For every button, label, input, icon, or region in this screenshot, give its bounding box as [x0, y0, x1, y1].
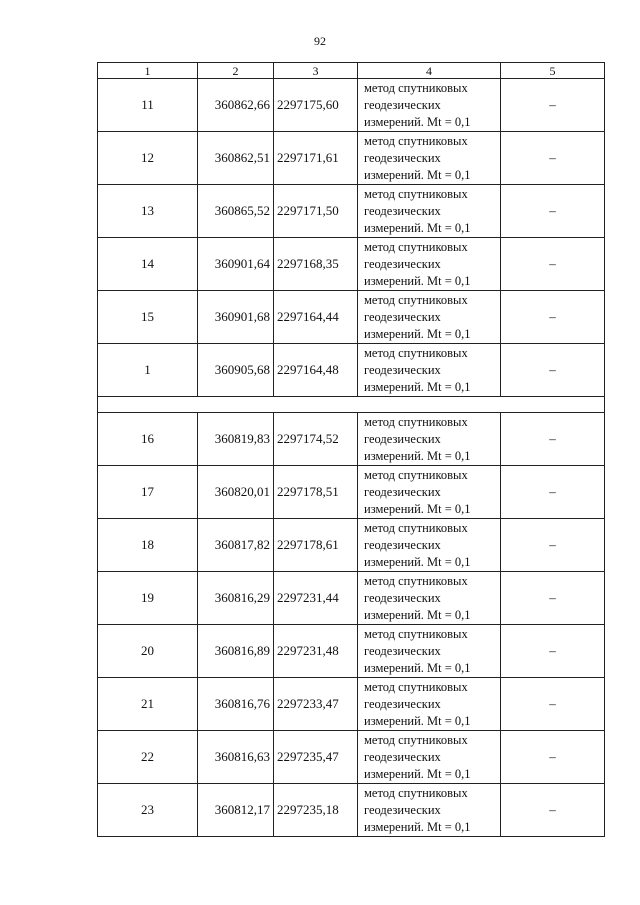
point-number: 18	[98, 519, 198, 572]
method-line: измерений. Mt = 0,1	[364, 607, 471, 622]
coordinate-x: 360812,17	[198, 784, 274, 837]
method-description	[358, 519, 501, 572]
point-number: 1	[98, 344, 198, 397]
point-number: 11	[98, 79, 198, 132]
coordinate-x: 360862,51	[198, 132, 274, 185]
point-number: 22	[98, 731, 198, 784]
table-row	[98, 466, 605, 519]
coordinate-y: 2297171,50	[274, 185, 358, 238]
method-line: геодезических	[364, 362, 441, 377]
method-line: измерений. Mt = 0,1	[364, 114, 471, 129]
coordinate-x: 360816,76	[198, 678, 274, 731]
coordinate-y: 2297178,61	[274, 519, 358, 572]
method-line: измерений. Mt = 0,1	[364, 167, 471, 182]
method-line: метод спутниковых	[364, 239, 468, 254]
method-description	[358, 466, 501, 519]
table-row	[98, 625, 605, 678]
coordinate-x: 360862,66	[198, 79, 274, 132]
header-cell: 4	[358, 63, 501, 79]
note-dash: –	[501, 731, 605, 784]
method-line: геодезических	[364, 643, 441, 658]
coordinate-x: 360905,68	[198, 344, 274, 397]
note-dash: –	[501, 344, 605, 397]
method-line: геодезических	[364, 97, 441, 112]
coordinate-x: 360816,89	[198, 625, 274, 678]
note-dash: –	[501, 625, 605, 678]
method-description	[358, 291, 501, 344]
point-number: 12	[98, 132, 198, 185]
coordinate-y: 2297235,47	[274, 731, 358, 784]
method-line: геодезических	[364, 203, 441, 218]
method-line: метод спутниковых	[364, 785, 468, 800]
coordinate-x: 360901,64	[198, 238, 274, 291]
coordinate-x: 360817,82	[198, 519, 274, 572]
coordinate-x: 360819,83	[198, 413, 274, 466]
method-line: метод спутниковых	[364, 573, 468, 588]
method-line: метод спутниковых	[364, 133, 468, 148]
coordinate-y: 2297171,61	[274, 132, 358, 185]
table-row	[98, 291, 605, 344]
note-dash: –	[501, 413, 605, 466]
method-line: метод спутниковых	[364, 345, 468, 360]
method-line: метод спутниковых	[364, 732, 468, 747]
method-description	[358, 238, 501, 291]
method-line: геодезических	[364, 590, 441, 605]
method-line: геодезических	[364, 802, 441, 817]
method-line: метод спутниковых	[364, 80, 468, 95]
table-row	[98, 731, 605, 784]
method-line: измерений. Mt = 0,1	[364, 819, 471, 834]
coordinate-x: 360820,01	[198, 466, 274, 519]
header-cell: 3	[274, 63, 358, 79]
method-line: метод спутниковых	[364, 414, 468, 429]
coordinate-x: 360901,68	[198, 291, 274, 344]
method-line: измерений. Mt = 0,1	[364, 448, 471, 463]
point-number: 21	[98, 678, 198, 731]
note-dash: –	[501, 79, 605, 132]
method-line: измерений. Mt = 0,1	[364, 766, 471, 781]
method-description	[358, 132, 501, 185]
point-number: 17	[98, 466, 198, 519]
table-row	[98, 784, 605, 837]
note-dash: –	[501, 784, 605, 837]
coordinate-y: 2297174,52	[274, 413, 358, 466]
header-cell: 5	[501, 63, 605, 79]
method-line: метод спутниковых	[364, 292, 468, 307]
group-separator-row	[98, 397, 605, 413]
coordinate-y: 2297168,35	[274, 238, 358, 291]
page-number: 92	[314, 34, 326, 48]
table-row	[98, 185, 605, 238]
coordinate-y: 2297164,44	[274, 291, 358, 344]
note-dash: –	[501, 466, 605, 519]
method-line: метод спутниковых	[364, 520, 468, 535]
method-line: геодезических	[364, 749, 441, 764]
method-line: геодезических	[364, 150, 441, 165]
table-row	[98, 238, 605, 291]
method-description	[358, 344, 501, 397]
method-line: метод спутниковых	[364, 626, 468, 641]
method-description	[358, 413, 501, 466]
separator-cell	[98, 397, 605, 413]
method-line: измерений. Mt = 0,1	[364, 554, 471, 569]
method-line: измерений. Mt = 0,1	[364, 379, 471, 394]
method-line: геодезических	[364, 537, 441, 552]
header-cell: 1	[98, 63, 198, 79]
note-dash: –	[501, 185, 605, 238]
method-line: измерений. Mt = 0,1	[364, 713, 471, 728]
table-row	[98, 79, 605, 132]
coordinate-x: 360816,29	[198, 572, 274, 625]
coordinates-table	[97, 62, 605, 837]
method-description	[358, 678, 501, 731]
table-body	[98, 63, 605, 837]
method-line: измерений. Mt = 0,1	[364, 326, 471, 341]
method-line: геодезических	[364, 484, 441, 499]
note-dash: –	[501, 572, 605, 625]
coordinate-x: 360865,52	[198, 185, 274, 238]
table-row	[98, 132, 605, 185]
table-row	[98, 572, 605, 625]
method-line: метод спутниковых	[364, 186, 468, 201]
note-dash: –	[501, 238, 605, 291]
coordinate-y: 2297164,48	[274, 344, 358, 397]
method-line: метод спутниковых	[364, 679, 468, 694]
method-line: измерений. Mt = 0,1	[364, 660, 471, 675]
method-line: геодезических	[364, 696, 441, 711]
coordinate-y: 2297233,47	[274, 678, 358, 731]
point-number: 20	[98, 625, 198, 678]
method-line: геодезических	[364, 309, 441, 324]
method-description	[358, 625, 501, 678]
method-line: метод спутниковых	[364, 467, 468, 482]
method-line: геодезических	[364, 431, 441, 446]
coordinate-x: 360816,63	[198, 731, 274, 784]
method-description	[358, 572, 501, 625]
table-row	[98, 519, 605, 572]
method-line: измерений. Mt = 0,1	[364, 501, 471, 516]
coordinate-y: 2297235,18	[274, 784, 358, 837]
note-dash: –	[501, 519, 605, 572]
note-dash: –	[501, 132, 605, 185]
note-dash: –	[501, 678, 605, 731]
coordinate-y: 2297231,44	[274, 572, 358, 625]
table-row	[98, 678, 605, 731]
point-number: 23	[98, 784, 198, 837]
method-line: измерений. Mt = 0,1	[364, 273, 471, 288]
header-cell: 2	[198, 63, 274, 79]
point-number: 16	[98, 413, 198, 466]
point-number: 15	[98, 291, 198, 344]
point-number: 19	[98, 572, 198, 625]
method-line: измерений. Mt = 0,1	[364, 220, 471, 235]
method-description	[358, 79, 501, 132]
point-number: 13	[98, 185, 198, 238]
method-line: геодезических	[364, 256, 441, 271]
method-description	[358, 185, 501, 238]
table-row	[98, 344, 605, 397]
coordinate-y: 2297178,51	[274, 466, 358, 519]
coordinate-y: 2297231,48	[274, 625, 358, 678]
method-description	[358, 731, 501, 784]
note-dash: –	[501, 291, 605, 344]
point-number: 14	[98, 238, 198, 291]
header-row	[98, 63, 605, 79]
coordinate-y: 2297175,60	[274, 79, 358, 132]
method-description	[358, 784, 501, 837]
table-row	[98, 413, 605, 466]
